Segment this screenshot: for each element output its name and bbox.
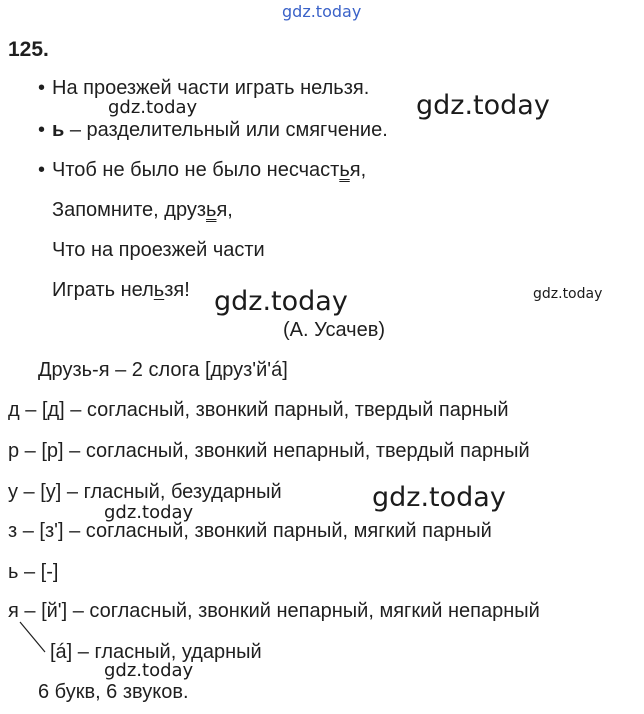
poem-author: (А. Усачев) bbox=[283, 319, 385, 341]
sound-row-d: д – [д] – согласный, звонкий парный, твердый парный bbox=[8, 399, 509, 421]
poem-line-1 bbox=[52, 198, 233, 222]
bullet-2 bbox=[38, 118, 388, 142]
underlined-soft-sign: ь bbox=[206, 199, 217, 221]
poem-line-2: Что на проезжей части bbox=[52, 239, 265, 261]
bullet-2-text: – разделительный или смягчение. bbox=[64, 119, 388, 141]
bullet-1 bbox=[38, 76, 369, 100]
watermark: gdz.today bbox=[533, 286, 603, 302]
sound-row-ya: я – [й'] – согласный, звонкий непарный, мягкий непарный bbox=[8, 600, 540, 622]
sound-row-r: р – [р] – согласный, звонкий непарный, твердый парный bbox=[8, 440, 530, 462]
watermark: gdz.today bbox=[104, 502, 194, 523]
sound-row-a: [á] – гласный, ударный bbox=[50, 641, 262, 663]
poem-line-3-start: Играть нел bbox=[52, 279, 154, 301]
underlined-soft-sign: ь bbox=[339, 159, 350, 181]
bullet-3 bbox=[38, 158, 366, 182]
watermark: gdz.today bbox=[372, 482, 506, 513]
word-syllables: Друзь-я – 2 слога [друз'й'á] bbox=[38, 359, 288, 381]
branch-line bbox=[20, 622, 45, 652]
sound-row-soft-sign: ь – [-] bbox=[8, 561, 59, 583]
poem-line-3-end: зя! bbox=[164, 279, 190, 301]
bullet-dot: • bbox=[38, 119, 46, 141]
underlined-soft-sign: ь bbox=[153, 279, 165, 301]
sound-row-z: з – [з'] – согласный, звонкий парный, мягкий парный bbox=[8, 520, 492, 542]
watermark-top: gdz.today bbox=[282, 2, 362, 21]
bullet-3-text-start: Чтоб не было не было несчаст bbox=[52, 159, 340, 181]
watermark: gdz.today bbox=[214, 286, 348, 317]
poem-line-3 bbox=[52, 278, 190, 302]
sound-row-u: у – [у] – гласный, безударный bbox=[8, 481, 282, 503]
bullet-3-text-end: я, bbox=[349, 159, 367, 181]
poem-line-1-end: я, bbox=[216, 199, 233, 221]
poem-line-1-start: Запомните, друз bbox=[52, 199, 207, 221]
bullet-1-text: На проезжей части играть нельзя. bbox=[52, 77, 370, 99]
bullet-dot: • bbox=[38, 159, 46, 181]
watermark: gdz.today bbox=[416, 90, 550, 121]
bullet-dot: • bbox=[38, 77, 46, 99]
exercise-number: 125. bbox=[8, 38, 49, 61]
soft-sign-letter: ь bbox=[52, 119, 65, 141]
watermark: gdz.today bbox=[108, 97, 198, 118]
watermark: gdz.today bbox=[104, 660, 194, 681]
summary: 6 букв, 6 звуков. bbox=[38, 681, 189, 703]
